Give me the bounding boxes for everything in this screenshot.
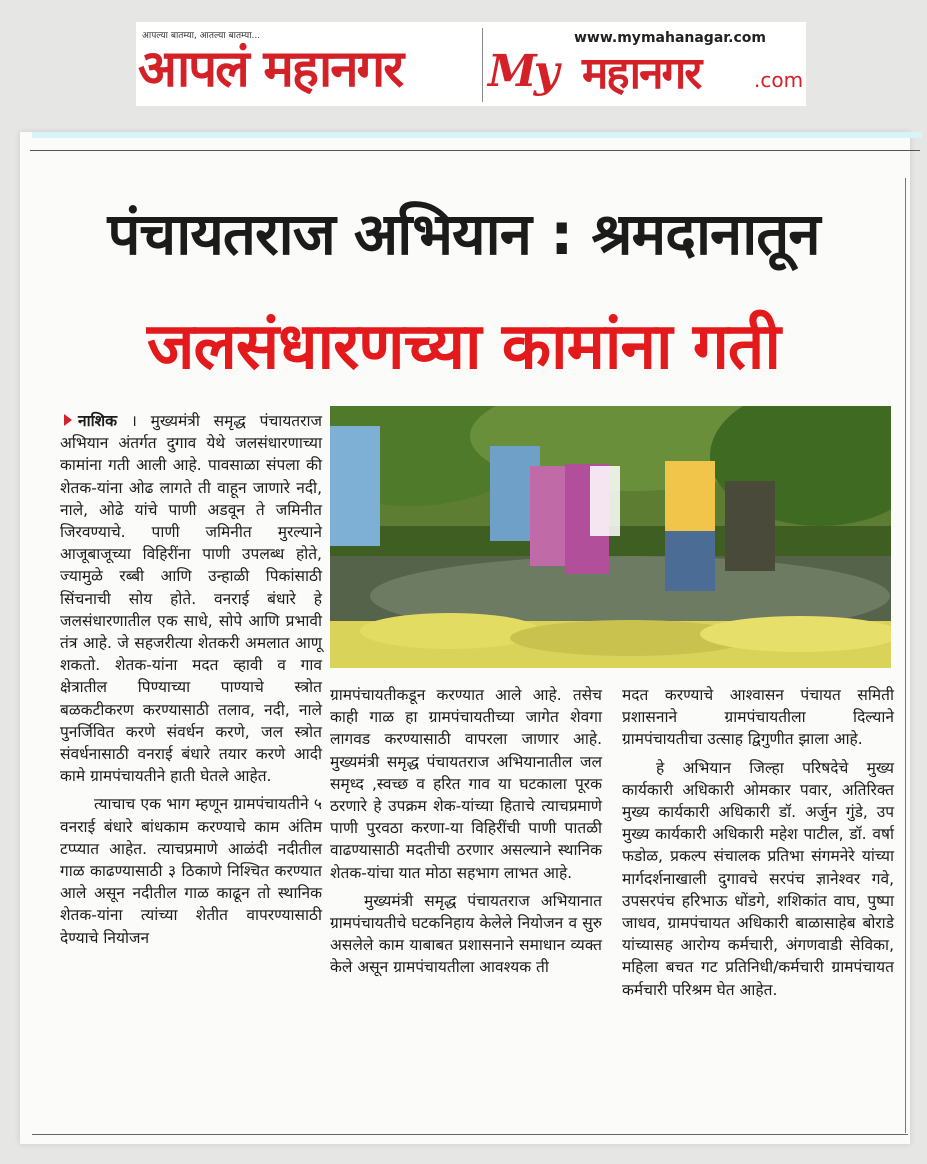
masthead-divider [482,28,483,102]
paragraph-2: त्याचाच एक भाग म्हणून ग्रामपंचायतीने ५ वनराई बंधारे बांधकाम करण्याचे काम अंतिम टप्प्यात आहेत. त्याचप्रमाणे आळंदी नदीतील गाळ काढण्यासाठी ३ ठिकाणे निश्चित करण्यात आले असून नदीतील गाळ काढून तो स्थानिक शेतक-यांना त्यांच्या शेतीत वापरण्यासाठी देण्याचे नियोजन [60,795,322,947]
headline-line-1: पंचायतराज अभियान : श्रमदानातून [107,200,820,268]
article-column-3 [622,684,894,1001]
dateline: नाशिक [78,412,118,430]
paragraph-4: मुख्यमंत्री समृद्ध पंचायतराज अभियानात ग्रामपंचायतीचे घटकनिहाय केलेले नियोजन व सुरु असलेले काम याबाबत प्रशासनाने समाधान व्यक्त केले असून ग्रामपंचायतीला आवश्यक ती [330,891,602,977]
top-rule-divider [30,150,920,151]
headline-line-2: जलसंधारणच्या कामांना गती [147,310,780,384]
bottom-rule-divider [32,1134,908,1135]
paragraph-3: ग्रामपंचायतीकडून करण्यात आले आहे. तसेच काही गाळ हा ग्रामपंचायतीच्या जागेत शेवगा लागवड करण्यासाठी वापरला जाणार आहे. मुख्यमंत्री समृद्ध पंचायतराज अभियानातील जल समृध्द ,स्वच्छ व हरित गाव या घटकाला पूरक ठरणारे हे उपक्रम शेक-यांच्या हिताचे त्याचप्रमाणे पाणी पुरवठा करणा-या विहिरींची पाणी पातळी वाढण्यासाठी मदतीची ठरणार असल्याने स्थानिक शेतक-यांचा यात मोठा सहभाग लाभत आहे. [330,686,602,882]
paragraph-5: मदत करण्याचे आश्वासन पंचायत समिती प्रशासनाने ग्रामपंचायतीला दिल्याने ग्रामपंचायतीचा उत्साह द्विगुणीत झाला आहे. [622,686,894,749]
article-column-1 [60,410,322,949]
masthead-tagline: आपल्या बातम्या, आतल्या बातम्या... [142,31,261,41]
paragraph-6: हे अभियान जिल्हा परिषदेचे मुख्य कार्यकारी अधिकारी ओमकार पवार, अतिरिक्त मुख्य कार्यकारी अधिकारी डॉ. अर्जुन गुंडे, उप मुख्य कार्यकारी अधिकारी महेश पाटील, डॉ. वर्षा फडोळ, प्रकल्प संचालक प्रतिभा संगमनेरे यांच्या मार्गदर्शनाखाली दुगावचे सरपंच ज्ञानेश्वर गवे, उपसरपंच हरिभाऊ धोंडगे, शशिकांत वाघ, पुष्पा जाधव, ग्रामपंचायत अधिकारी बाळासाहेब बोराडे यांच्यासह आरोग्य कर्मचारी, अंगणवाडी सेविका, महिला बचत गट प्रतिनिधी/कर्मचारी ग्रामपंचायत कर्मचारी परिश्रम घेत आहेत. [622,758,894,999]
clipping-edge-strip [32,132,922,138]
brand-logo-my: My [488,46,557,97]
lead-text: । मुख्यमंत्री समृद्ध पंचायतराज अभियान अंतर्गत दुगाव येथे जलसंधारणाच्या कामांना गती आली आहे. पावसाळा संपला की शेतक-यांना ओढ लागते ती वाहून जाणारे नदी, नाले, ओढे यांचे पाणी अडवून ते जमिनीत जिरवण्याचे. पाणी जमिनीत मुरल्याने आजूबाजूच्या विहिरींना पाणी उपलब्ध होते, ज्यामुळे रब्बी आणि उन्हाळी पिकांसाठी सिंचनाची सोय होते. वनराई बंधारे हे जलसंधारणातील एक साधे, सोपे आणि प्रभावी तंत्र आहे. जे सहजरीत्या शेतकरी अमलात आणू शकतो. शेतक-यांना मदत व्हावी व गाव क्षेत्रातील पिण्याच्या पाण्याचे स्त्रोत बळकटीकरण करण्यासाठी तलाव, नदी, नाले पुनर्जिवित करणे संवर्धन करणे, जल स्त्रोत संवर्धनासाठी वनराई बंधारे तयार करणे आदी कामे ग्रामपंचायतीने हाती घेतले आहेत. [60,412,322,786]
lead-paragraph [60,410,322,787]
article-photo [330,406,891,668]
dateline-marker-icon [64,414,72,426]
site-url: www.mymahanagar.com [574,30,767,46]
photo-illustration [330,406,891,668]
brand-logo-suffix: .com [754,68,804,92]
brand-logo-primary: आपलं महानगर [138,39,403,99]
article-column-2 [330,684,602,979]
masthead [136,22,806,106]
brand-logo-secondary: महानगर [582,48,701,99]
